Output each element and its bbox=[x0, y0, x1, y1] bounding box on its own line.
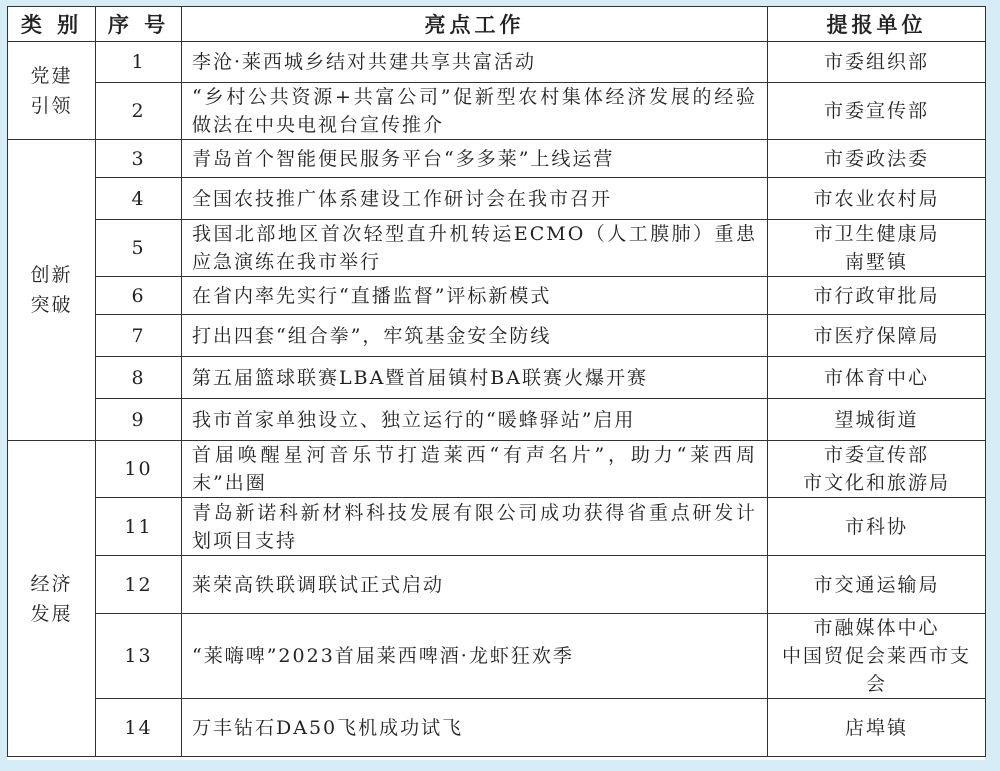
seq-cell: 8 bbox=[96, 357, 182, 399]
unit-label: 市卫生健康局 bbox=[813, 223, 940, 245]
work-cell: 李沧·莱西城乡结对共建共享共富活动 bbox=[182, 42, 768, 83]
unit-label: 市文化和旅游局 bbox=[802, 472, 950, 494]
seq-cell: 1 bbox=[96, 42, 182, 83]
table-row bbox=[8, 220, 986, 277]
category-cell bbox=[8, 42, 96, 140]
table-row bbox=[8, 399, 986, 441]
unit-cell bbox=[768, 315, 986, 357]
unit-cell bbox=[768, 399, 986, 441]
unit-label: 市融媒体中心 bbox=[813, 617, 940, 639]
seq-cell: 10 bbox=[96, 441, 182, 498]
header-seq: 序 号 bbox=[96, 7, 182, 42]
unit-cell bbox=[768, 277, 986, 315]
unit-label: 市农业农村局 bbox=[813, 187, 940, 210]
table-row bbox=[8, 699, 986, 757]
seq-cell: 12 bbox=[96, 556, 182, 614]
category-label: 创新 bbox=[30, 264, 73, 286]
table-row bbox=[8, 178, 986, 220]
table-row bbox=[8, 140, 986, 178]
category-label: 引领 bbox=[30, 94, 73, 117]
unit-cell bbox=[768, 357, 986, 399]
unit-label: 望城街道 bbox=[834, 408, 919, 431]
unit-cell bbox=[768, 614, 986, 699]
work-cell: “乡村公共资源+共富公司”促新型农村集体经济发展的经验做法在中央电视台宣传推介 bbox=[182, 83, 768, 140]
work-cell: 青岛首个智能便民服务平台“多多莱”上线运营 bbox=[182, 140, 768, 178]
work-cell: 我国北部地区首次轻型直升机转运ECMO（人工膜肺）重患应急演练在我市举行 bbox=[182, 220, 768, 277]
work-cell: 莱荣高铁联调联试正式启动 bbox=[182, 556, 768, 614]
unit-cell bbox=[768, 498, 986, 556]
category-label: 经济 bbox=[30, 572, 73, 595]
table-row bbox=[8, 315, 986, 357]
unit-label: 市委政法委 bbox=[823, 147, 929, 170]
highlight-work-table bbox=[7, 6, 986, 757]
unit-cell bbox=[768, 83, 986, 140]
header-unit: 提报单位 bbox=[768, 7, 986, 42]
table-row bbox=[8, 556, 986, 614]
seq-cell: 2 bbox=[96, 83, 182, 140]
seq-cell: 4 bbox=[96, 178, 182, 220]
unit-cell bbox=[768, 178, 986, 220]
category-label: 突破 bbox=[30, 294, 73, 316]
highlight-table-sheet bbox=[7, 6, 985, 760]
unit-label: 市交通运输局 bbox=[813, 573, 940, 596]
seq-cell: 9 bbox=[96, 399, 182, 441]
seq-cell: 7 bbox=[96, 315, 182, 357]
unit-cell bbox=[768, 699, 986, 757]
seq-cell: 6 bbox=[96, 277, 182, 315]
work-cell: 青岛新诺科新材料科技发展有限公司成功获得省重点研发计划项目支持 bbox=[182, 498, 768, 556]
work-cell: 第五届篮球联赛LBA暨首届镇村BA联赛火爆开赛 bbox=[182, 357, 768, 399]
seq-cell: 5 bbox=[96, 220, 182, 277]
unit-cell bbox=[768, 220, 986, 277]
seq-cell: 3 bbox=[96, 140, 182, 178]
work-cell: 万丰钻石DA50飞机成功试飞 bbox=[182, 699, 768, 757]
unit-label: 市医疗保障局 bbox=[813, 324, 940, 347]
table-row bbox=[8, 277, 986, 315]
work-cell: 首届唤醒星河音乐节打造莱西“有声名片”，助力“莱西周末”出圈 bbox=[182, 441, 768, 498]
table-row bbox=[8, 441, 986, 498]
table-row bbox=[8, 83, 986, 140]
seq-cell: 11 bbox=[96, 498, 182, 556]
category-label: 发展 bbox=[30, 602, 73, 625]
seq-cell: 13 bbox=[96, 614, 182, 699]
work-cell: 在省内率先实行“直播监督”评标新模式 bbox=[182, 277, 768, 315]
category-label: 党建 bbox=[30, 64, 73, 87]
category-cell bbox=[8, 441, 96, 757]
work-cell: 打出四套“组合拳”，牢筑基金安全防线 bbox=[182, 315, 768, 357]
unit-cell bbox=[768, 441, 986, 498]
table-body bbox=[8, 42, 986, 757]
work-cell: 全国农技推广体系建设工作研讨会在我市召开 bbox=[182, 178, 768, 220]
header-work: 亮点工作 bbox=[182, 7, 768, 42]
unit-cell bbox=[768, 140, 986, 178]
unit-label: 市委宣传部 bbox=[823, 444, 929, 466]
unit-cell bbox=[768, 556, 986, 614]
work-cell: 我市首家单独设立、独立运行的“暖蜂驿站”启用 bbox=[182, 399, 768, 441]
unit-label: 市行政审批局 bbox=[813, 284, 940, 307]
seq-cell: 14 bbox=[96, 699, 182, 757]
category-cell bbox=[8, 140, 96, 441]
unit-label: 市委宣传部 bbox=[823, 100, 929, 122]
unit-label: 中国贸促会莱西市支会 bbox=[781, 645, 971, 695]
table-row bbox=[8, 42, 986, 83]
unit-cell bbox=[768, 42, 986, 83]
header-category: 类 别 bbox=[8, 7, 96, 42]
unit-label: 市委组织部 bbox=[823, 51, 929, 73]
table-row bbox=[8, 498, 986, 556]
table-row bbox=[8, 614, 986, 699]
table-header-row bbox=[8, 7, 986, 42]
unit-label: 南墅镇 bbox=[844, 251, 908, 273]
unit-label: 市体育中心 bbox=[823, 366, 929, 389]
unit-label: 市科协 bbox=[844, 515, 908, 538]
table-row bbox=[8, 357, 986, 399]
work-cell: “莱嗨啤”2023首届莱西啤酒·龙虾狂欢季 bbox=[182, 614, 768, 699]
unit-label: 店埠镇 bbox=[844, 716, 908, 739]
